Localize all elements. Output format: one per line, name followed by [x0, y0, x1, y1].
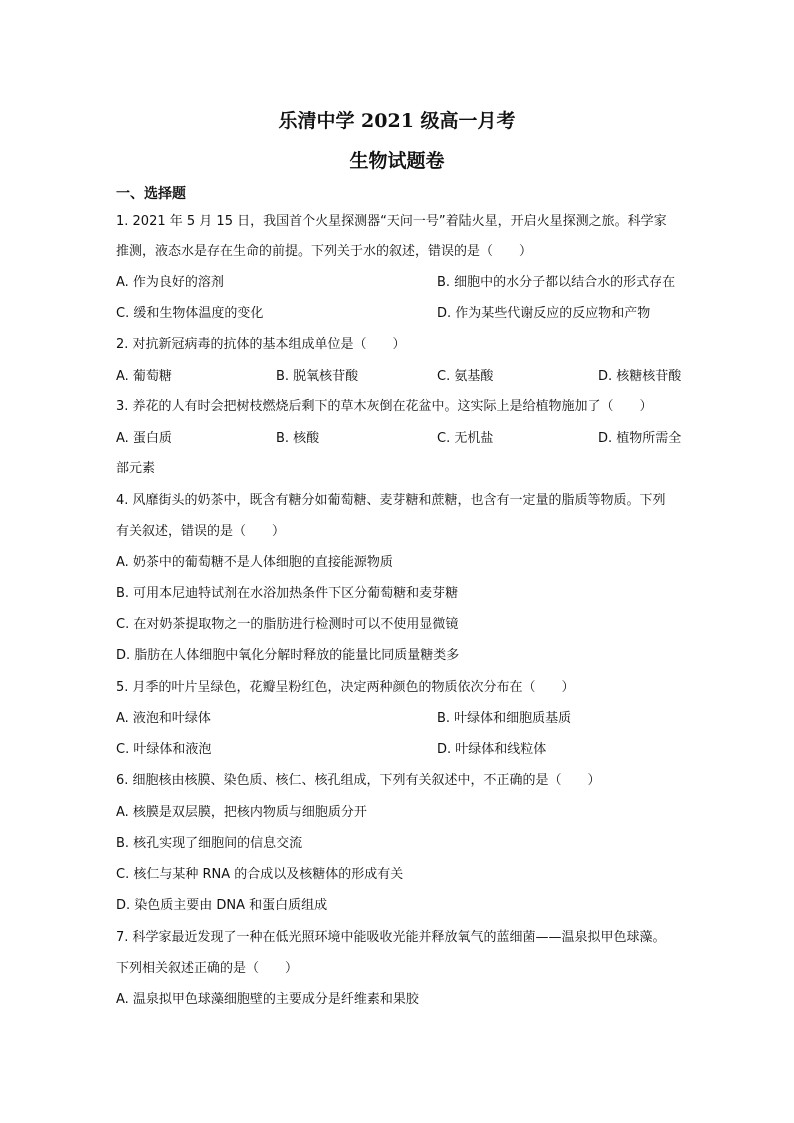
question-1-stem-line-1: 1. 2021 年 5 月 15 日，我国首个火星探测器“天问一号”着陆火星，开启火星探测之旅。科学家: [116, 214, 667, 229]
question-2-option-d: D. 核糖核苷酸: [598, 369, 682, 384]
question-1-option-a: A. 作为良好的溶剂: [116, 275, 224, 290]
question-7-stem-line-1: 7. 科学家最近发现了一种在低光照环境中能吸收光能并释放氧气的蓝细菌——温泉拟甲色球藻。: [116, 930, 666, 945]
question-2-option-a: A. 葡萄糖: [116, 369, 172, 384]
question-1-stem-line-2: 推测，液态水是存在生命的前提。下列关于水的叙述，错误的是（ ）: [116, 244, 533, 259]
question-2-option-c: C. 氨基酸: [437, 369, 494, 384]
question-2-stem: 2. 对抗新冠病毒的抗体的基本组成单位是（ ）: [116, 337, 406, 352]
question-3-option-d-continued: 部元素: [116, 461, 156, 476]
question-6-option-d: D. 染色质主要由 DNA 和蛋白质组成: [116, 898, 328, 913]
question-3-option-a: A. 蛋白质: [116, 431, 172, 446]
question-1-option-d: D. 作为某些代谢反应的反应物和产物: [437, 306, 651, 321]
question-6-option-a: A. 核膜是双层膜，把核内物质与细胞质分开: [116, 805, 367, 820]
question-4-stem-line-1: 4. 风靡街头的奶茶中，既含有糖分如葡萄糖、麦芽糖和蔗糖，也含有一定量的脂质等物质。下列: [116, 493, 666, 508]
question-6-stem: 6. 细胞核由核膜、染色质、核仁、核孔组成，下列有关叙述中，不正确的是（ ）: [116, 773, 601, 788]
question-4-option-d: D. 脂肪在人体细胞中氧化分解时释放的能量比同质量糖类多: [116, 648, 460, 663]
exam-title: 乐清中学 2021 级高一月考: [278, 110, 516, 132]
question-7-stem-line-2: 下列相关叙述正确的是（ ）: [116, 961, 299, 976]
question-5-stem: 5. 月季的叶片呈绿色，花瓣呈粉红色，决定两种颜色的物质依次分布在（ ）: [116, 680, 575, 695]
question-3-stem: 3. 养花的人有时会把树枝燃烧后剩下的草木灰倒在花盆中。这实际上是给植物施加了（ ）: [116, 399, 653, 414]
question-6-option-c: C. 核仁与某种 RNA 的合成以及核糖体的形成有关: [116, 867, 404, 882]
question-1-option-c: C. 缓和生物体温度的变化: [116, 306, 264, 321]
question-3-option-b: B. 核酸: [276, 431, 320, 446]
question-6-option-b: B. 核孔实现了细胞间的信息交流: [116, 836, 303, 851]
question-1-option-b: B. 细胞中的水分子都以结合水的形式存在: [437, 275, 676, 290]
question-5-option-d: D. 叶绿体和线粒体: [437, 742, 547, 757]
question-5-option-b: B. 叶绿体和细胞质基质: [437, 711, 572, 726]
question-4-option-c: C. 在对奶茶提取物之一的脂肪进行检测时可以不使用显微镜: [116, 617, 459, 632]
question-4-option-a: A. 奶茶中的葡萄糖不是人体细胞的直接能源物质: [116, 555, 393, 570]
exam-subtitle: 生物试题卷: [349, 150, 445, 172]
question-4-option-b: B. 可用本尼迪特试剂在水浴加热条件下区分葡萄糖和麦芽糖: [116, 586, 459, 601]
section-heading: 一、选择题: [116, 186, 186, 202]
question-4-stem-line-2: 有关叙述，错误的是（ ）: [116, 524, 286, 539]
question-3-option-c: C. 无机盐: [437, 431, 494, 446]
question-5-option-c: C. 叶绿体和液泡: [116, 742, 212, 757]
question-7-option-a: A. 温泉拟甲色球藻细胞壁的主要成分是纤维素和果胶: [116, 992, 419, 1007]
question-5-option-a: A. 液泡和叶绿体: [116, 711, 211, 726]
question-3-option-d: D. 植物所需全: [598, 431, 682, 446]
question-2-option-b: B. 脱氧核苷酸: [276, 369, 359, 384]
